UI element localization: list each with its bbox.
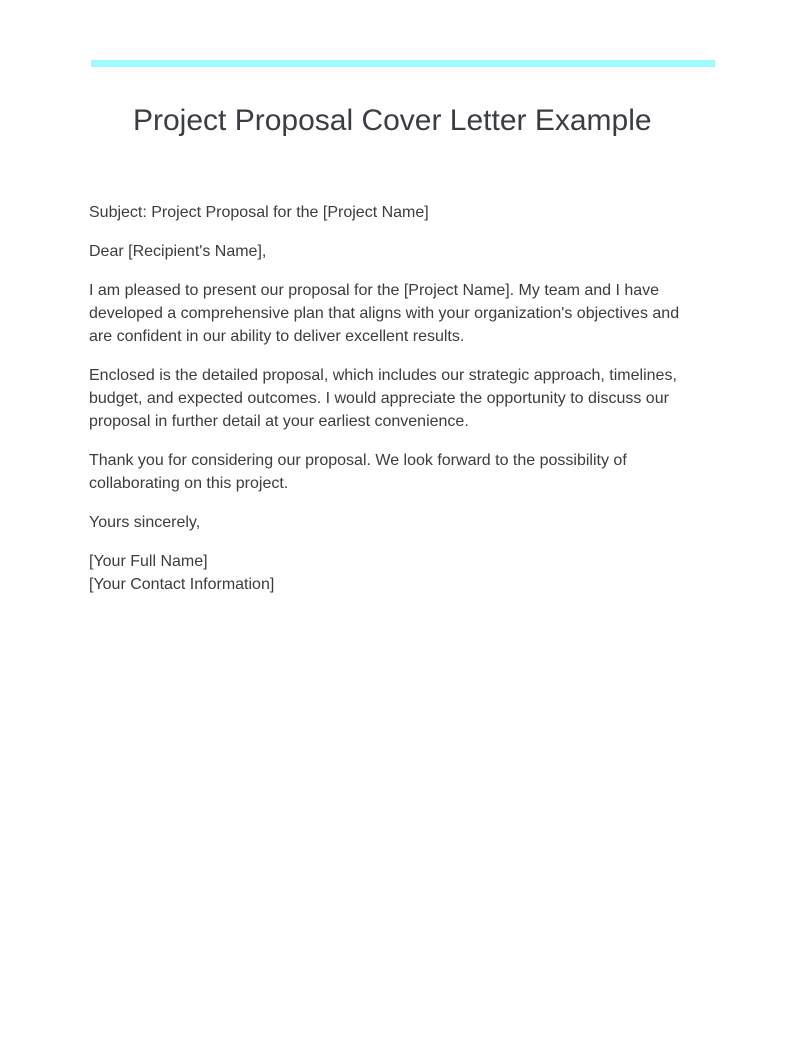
paragraph-intro: I am pleased to present our proposal for the [Project Name]. My team and I have developed a comprehensive plan that aligns with your organization's objectives and are confident in our ability to deliver excellent results.	[89, 282, 680, 345]
signature-name: [Your Full Name]	[89, 553, 208, 570]
closing: Yours sincerely,	[89, 514, 201, 531]
accent-bar	[91, 60, 715, 67]
salutation: Dear [Recipient's Name],	[89, 243, 267, 260]
paragraph-thanks: Thank you for considering our proposal. We look forward to the possibility of collaborating on this project.	[89, 452, 627, 492]
paragraph-enclosure: Enclosed is the detailed proposal, which includes our strategic approach, timelines, budget, and expected outcomes. I would appreciate the opportunity to discuss our proposal in further detail at your earliest convenience.	[89, 367, 677, 430]
signature-contact: [Your Contact Information]	[89, 576, 275, 593]
letter-body	[89, 201, 689, 596]
page-title: Project Proposal Cover Letter Example	[133, 104, 652, 137]
subject-line: Subject: Project Proposal for the [Project Name]	[89, 204, 429, 221]
signature-block	[89, 550, 689, 596]
